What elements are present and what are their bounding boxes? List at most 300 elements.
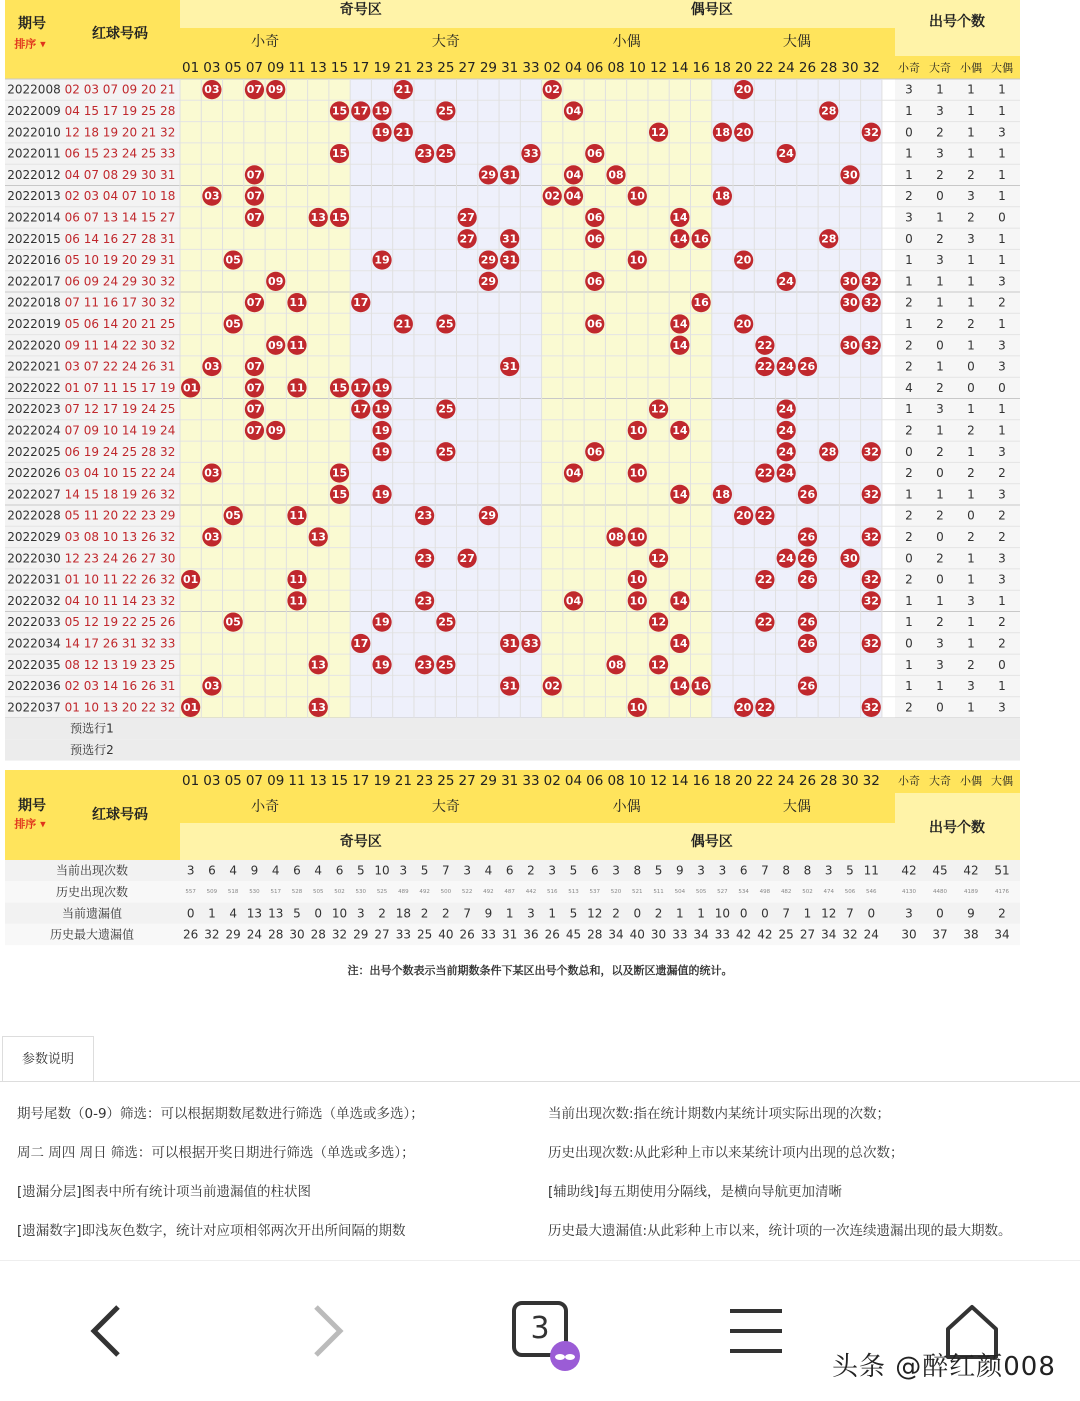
stats-label: 历史出现次数 bbox=[55, 884, 129, 899]
stats-value: 26 bbox=[459, 927, 475, 942]
stats-value: 42 bbox=[736, 927, 752, 942]
red-ball-number: 15 bbox=[331, 210, 348, 224]
red-ball-number: 01 bbox=[182, 381, 199, 395]
stats-value: 5 bbox=[420, 863, 429, 878]
count-value: 0 bbox=[905, 231, 913, 246]
column-number: 28 bbox=[820, 60, 838, 76]
column-number: 31 bbox=[501, 60, 519, 76]
column-number: 03 bbox=[203, 60, 221, 76]
red-ball-number: 24 bbox=[778, 551, 794, 565]
red-ball-number: 14 bbox=[672, 232, 688, 246]
stats-value: 28 bbox=[587, 927, 603, 942]
red-numbers: 12 18 19 20 21 32 bbox=[64, 125, 176, 140]
stats-value: 13 bbox=[268, 906, 284, 921]
red-numbers: 06 14 16 27 28 31 bbox=[64, 231, 176, 246]
issue-number: 2022032 bbox=[7, 593, 61, 608]
stats-value: 34 bbox=[693, 927, 709, 942]
red-ball-number: 13 bbox=[310, 658, 326, 672]
red-ball-number: 09 bbox=[268, 423, 284, 437]
stats-value: 2 bbox=[654, 906, 663, 921]
column-number: 12 bbox=[649, 60, 668, 76]
red-ball-number: 31 bbox=[502, 679, 518, 693]
count-value: 2 bbox=[936, 231, 944, 246]
red-ball-number: 32 bbox=[863, 487, 879, 501]
count-value: 3 bbox=[905, 82, 913, 97]
count-value: 3 bbox=[998, 274, 1006, 289]
count-value: 1 bbox=[967, 82, 975, 97]
red-ball-number: 19 bbox=[374, 381, 390, 395]
stats-value: 1 bbox=[505, 906, 514, 921]
count-value: 2 bbox=[905, 508, 913, 523]
issue-number: 2022017 bbox=[7, 274, 61, 289]
stats-value: 5 bbox=[569, 906, 578, 921]
red-numbers: 01 10 11 22 26 32 bbox=[64, 572, 176, 587]
count-value: 1 bbox=[998, 189, 1006, 204]
stats-value: 3 bbox=[718, 863, 727, 878]
stats-value: 498 bbox=[759, 888, 771, 895]
count-value: 3 bbox=[967, 231, 975, 246]
count-value: 3 bbox=[936, 636, 944, 651]
count-value: 2 bbox=[998, 295, 1006, 310]
column-number: 26 bbox=[798, 773, 817, 789]
count-value: 1 bbox=[998, 103, 1006, 118]
count-value: 1 bbox=[905, 593, 913, 608]
stats-value: 27 bbox=[799, 927, 816, 942]
red-numbers: 07 11 16 17 30 32 bbox=[64, 295, 176, 310]
column-number: 23 bbox=[416, 60, 434, 76]
stats-value: 1 bbox=[803, 906, 812, 921]
column-number: 02 bbox=[543, 60, 561, 76]
count-value: 0 bbox=[998, 210, 1006, 225]
stats-count-value: 4189 bbox=[964, 888, 978, 895]
count-value: 1 bbox=[936, 593, 944, 608]
red-numbers: 02 03 14 16 26 31 bbox=[64, 679, 176, 694]
stats-value: 40 bbox=[438, 927, 454, 942]
count-value: 1 bbox=[967, 103, 975, 118]
stats-value: 34 bbox=[821, 927, 837, 942]
count-value: 1 bbox=[967, 700, 975, 715]
column-number: 20 bbox=[735, 60, 753, 76]
count-value: 1 bbox=[967, 253, 975, 268]
count-value: 1 bbox=[905, 657, 913, 672]
stats-value: 534 bbox=[738, 888, 749, 895]
issue-header: 期号 bbox=[18, 798, 46, 814]
red-ball-number: 11 bbox=[289, 296, 305, 310]
stats-value: 487 bbox=[504, 888, 515, 895]
red-numbers: 05 12 19 22 25 26 bbox=[64, 615, 176, 630]
group-header-daou: 大偶 bbox=[782, 799, 811, 815]
stats-value: 3 bbox=[824, 863, 833, 878]
zone-header-even: 偶号区 bbox=[690, 834, 733, 850]
menu-button[interactable] bbox=[706, 1281, 806, 1381]
group-header-daqi: 大奇 bbox=[431, 34, 460, 50]
stats-count-value: 38 bbox=[963, 927, 979, 942]
stats-value: 26 bbox=[182, 927, 199, 942]
stats-value: 25 bbox=[416, 927, 433, 942]
count-value: 2 bbox=[936, 508, 944, 523]
red-ball-number: 13 bbox=[310, 210, 326, 224]
param-item: 历史出现次数:从此彩种上市以来某统计项内出现的总次数； bbox=[548, 1145, 904, 1161]
stats-value: 520 bbox=[610, 888, 622, 895]
red-ball-number: 19 bbox=[374, 487, 390, 501]
stats-value: 9 bbox=[250, 863, 259, 878]
count-value: 2 bbox=[998, 529, 1006, 544]
red-ball-number: 10 bbox=[629, 253, 645, 267]
count-value: 1 bbox=[905, 167, 913, 182]
count-value: 3 bbox=[967, 593, 975, 608]
red-ball-number: 04 bbox=[565, 104, 582, 118]
count-value: 3 bbox=[998, 572, 1006, 587]
count-value: 0 bbox=[936, 700, 944, 715]
stats-value: 8 bbox=[782, 863, 791, 878]
red-ball-number: 01 bbox=[182, 573, 199, 587]
count-value: 0 bbox=[936, 572, 944, 587]
stats-value: 6 bbox=[335, 863, 344, 878]
count-value: 2 bbox=[905, 700, 913, 715]
count-value: 2 bbox=[967, 210, 975, 225]
stats-value: 489 bbox=[398, 888, 409, 895]
issue-number: 2022013 bbox=[7, 189, 61, 204]
count-value: 1 bbox=[905, 679, 913, 694]
red-ball-number: 21 bbox=[395, 125, 411, 139]
red-ball-header: 红球号码 bbox=[92, 26, 148, 42]
count-value: 1 bbox=[936, 82, 944, 97]
count-value: 1 bbox=[967, 274, 975, 289]
count-value: 1 bbox=[905, 274, 913, 289]
column-number: 26 bbox=[798, 60, 817, 76]
stats-value: 7 bbox=[463, 906, 471, 921]
stats-value: 4 bbox=[484, 863, 493, 878]
count-value: 0 bbox=[967, 508, 975, 523]
stats-value: 525 bbox=[376, 888, 388, 895]
stats-label: 历史最大遗漏值 bbox=[49, 927, 135, 942]
red-numbers: 06 07 13 14 15 27 bbox=[64, 210, 176, 225]
stats-value: 546 bbox=[866, 888, 877, 895]
issue-number: 2022025 bbox=[7, 444, 61, 459]
issue-number: 2022011 bbox=[7, 146, 61, 161]
issue-number: 2022009 bbox=[7, 103, 61, 118]
red-ball-number: 30 bbox=[842, 338, 858, 352]
red-ball-number: 10 bbox=[629, 466, 645, 480]
red-ball-number: 26 bbox=[799, 551, 816, 565]
count-column-header: 大奇 bbox=[929, 61, 951, 75]
group-header-xiaoou: 小偶 bbox=[612, 34, 641, 50]
count-value: 2 bbox=[967, 423, 975, 438]
sort-button[interactable]: 排序 ▾ bbox=[14, 37, 46, 51]
stats-value: 4 bbox=[229, 863, 237, 878]
stats-value: 29 bbox=[225, 927, 241, 942]
red-ball-number: 02 bbox=[544, 83, 560, 97]
stats-value: 1 bbox=[208, 906, 216, 921]
stats-value: 7 bbox=[782, 906, 791, 921]
column-number: 11 bbox=[288, 773, 306, 789]
red-ball-number: 11 bbox=[289, 594, 305, 608]
count-value: 2 bbox=[967, 657, 975, 672]
group-header-xiaoou: 小偶 bbox=[612, 799, 641, 815]
back-button[interactable] bbox=[56, 1281, 156, 1381]
stats-value: 3 bbox=[186, 863, 195, 878]
stats-value: 557 bbox=[185, 888, 196, 895]
count-value: 1 bbox=[998, 146, 1006, 161]
red-ball-number: 22 bbox=[757, 509, 773, 523]
count-value: 0 bbox=[905, 125, 913, 140]
red-ball-number: 23 bbox=[416, 147, 433, 161]
red-ball-number: 10 bbox=[629, 700, 645, 714]
red-ball-number: 32 bbox=[863, 573, 879, 587]
param-item: [遗漏数字]即浅灰色数字，统计对应项相邻两次开出所间隔的期数 bbox=[17, 1223, 406, 1239]
group-header-daou: 大偶 bbox=[782, 34, 811, 50]
red-numbers: 05 11 20 22 23 29 bbox=[64, 508, 176, 523]
stats-value: 12 bbox=[821, 906, 837, 921]
count-column-header: 小偶 bbox=[960, 61, 982, 75]
stats-value: 27 bbox=[374, 927, 390, 942]
red-numbers: 05 10 19 20 29 31 bbox=[64, 253, 176, 268]
column-number: 23 bbox=[416, 773, 434, 789]
red-numbers: 12 23 24 26 27 30 bbox=[64, 551, 176, 566]
red-ball-number: 31 bbox=[502, 360, 518, 374]
red-ball-number: 19 bbox=[374, 402, 390, 416]
issue-number: 2022018 bbox=[7, 295, 61, 310]
stats-value: 516 bbox=[546, 888, 558, 895]
stats-value: 1 bbox=[548, 906, 557, 921]
column-number: 02 bbox=[543, 773, 561, 789]
stats-value: 0 bbox=[739, 906, 748, 921]
stats-value: 530 bbox=[249, 888, 260, 895]
column-number: 19 bbox=[373, 60, 391, 76]
stats-value: 30 bbox=[289, 927, 305, 942]
stats-value: 6 bbox=[208, 863, 216, 878]
count-value: 1 bbox=[905, 253, 913, 268]
issue-number: 2022015 bbox=[7, 231, 61, 246]
red-ball-number: 14 bbox=[672, 317, 688, 331]
column-number: 05 bbox=[224, 773, 242, 789]
red-ball-number: 22 bbox=[757, 360, 773, 374]
red-ball-number: 23 bbox=[416, 594, 433, 608]
red-ball-number: 06 bbox=[587, 210, 603, 224]
column-number: 13 bbox=[309, 60, 327, 76]
red-ball-number: 26 bbox=[799, 360, 816, 374]
red-ball-number: 31 bbox=[502, 253, 518, 267]
red-ball-number: 21 bbox=[395, 83, 411, 97]
stats-value: 10 bbox=[714, 906, 731, 921]
stats-value: 7 bbox=[761, 863, 769, 878]
stats-value: 18 bbox=[395, 906, 411, 921]
count-value: 3 bbox=[936, 253, 944, 268]
stats-value: 5 bbox=[846, 863, 854, 878]
count-column-header: 小偶 bbox=[960, 774, 982, 788]
forward-button[interactable] bbox=[278, 1281, 378, 1381]
count-value: 1 bbox=[967, 125, 975, 140]
column-number: 14 bbox=[671, 773, 689, 789]
stats-value: 4 bbox=[314, 863, 323, 878]
issue-number: 2022036 bbox=[7, 679, 61, 694]
group-header-xiaoqi: 小奇 bbox=[251, 799, 280, 815]
red-ball-number: 08 bbox=[608, 168, 624, 182]
count-value: 1 bbox=[998, 82, 1006, 97]
issue-number: 2022010 bbox=[7, 125, 61, 140]
red-ball-number: 28 bbox=[821, 445, 837, 459]
red-numbers: 14 15 18 19 26 32 bbox=[64, 487, 176, 502]
red-ball-number: 24 bbox=[778, 360, 794, 374]
tabs-button[interactable]: 3 bbox=[512, 1301, 568, 1357]
column-number: 11 bbox=[288, 60, 306, 76]
stats-value: 2 bbox=[420, 906, 429, 921]
count-value: 1 bbox=[967, 551, 975, 566]
column-number: 17 bbox=[352, 60, 370, 76]
count-value: 1 bbox=[998, 253, 1006, 268]
count-value: 2 bbox=[967, 167, 975, 182]
stats-value: 2 bbox=[527, 863, 535, 878]
column-number: 10 bbox=[628, 60, 646, 76]
stats-value: 0 bbox=[867, 906, 876, 921]
stats-value: 36 bbox=[523, 927, 539, 942]
stats-value: 9 bbox=[484, 906, 493, 921]
stats-value: 24 bbox=[246, 927, 263, 942]
stats-value: 3 bbox=[697, 863, 705, 878]
count-value: 0 bbox=[967, 359, 975, 374]
red-ball-number: 32 bbox=[863, 338, 879, 352]
column-number: 18 bbox=[713, 60, 731, 76]
stats-value: 5 bbox=[293, 906, 301, 921]
red-ball-number: 07 bbox=[246, 210, 263, 224]
stats-count-value: 51 bbox=[994, 863, 1010, 878]
red-ball-number: 19 bbox=[374, 658, 390, 672]
red-numbers: 05 06 14 20 21 25 bbox=[64, 316, 176, 331]
red-ball-number: 16 bbox=[693, 679, 709, 693]
issue-number: 2022027 bbox=[7, 487, 61, 502]
red-ball-number: 07 bbox=[246, 168, 263, 182]
column-number: 25 bbox=[437, 60, 455, 76]
red-numbers: 04 10 11 14 23 32 bbox=[64, 593, 176, 608]
stats-value: 0 bbox=[314, 906, 323, 921]
issue-number: 2022034 bbox=[7, 636, 61, 651]
column-number: 03 bbox=[203, 773, 221, 789]
preselect-row bbox=[5, 739, 1020, 760]
stats-value: 42 bbox=[757, 927, 773, 942]
column-number: 24 bbox=[777, 60, 795, 76]
red-ball-number: 16 bbox=[693, 296, 709, 310]
count-value: 2 bbox=[998, 466, 1006, 481]
stats-value: 530 bbox=[355, 888, 367, 895]
tab-params[interactable]: 参数说明 bbox=[2, 1036, 94, 1082]
count-value: 1 bbox=[998, 423, 1006, 438]
stats-value: 492 bbox=[483, 888, 494, 895]
column-number: 27 bbox=[458, 773, 476, 789]
count-value: 2 bbox=[936, 167, 944, 182]
stats-value: 12 bbox=[587, 906, 603, 921]
red-ball-number: 22 bbox=[757, 338, 773, 352]
issue-number: 2022028 bbox=[7, 508, 61, 523]
stats-value: 13 bbox=[246, 906, 263, 921]
stats-value: 5 bbox=[356, 863, 365, 878]
count-column-header: 小奇 bbox=[898, 774, 920, 788]
red-ball-number: 15 bbox=[331, 466, 348, 480]
stats-value: 505 bbox=[695, 888, 707, 895]
stats-count-value: 3 bbox=[905, 906, 913, 921]
red-ball-number: 28 bbox=[821, 104, 837, 118]
red-ball-number: 12 bbox=[650, 658, 667, 672]
red-ball-number: 24 bbox=[778, 423, 794, 437]
column-number: 09 bbox=[267, 60, 285, 76]
stats-value: 28 bbox=[268, 927, 284, 942]
count-column-header: 大偶 bbox=[991, 774, 1013, 788]
count-value: 1 bbox=[967, 295, 975, 310]
stats-value: 522 bbox=[461, 888, 473, 895]
stats-value: 502 bbox=[334, 888, 345, 895]
red-ball-number: 24 bbox=[778, 466, 794, 480]
count-header: 出号个数 bbox=[929, 14, 985, 30]
count-value: 0 bbox=[936, 189, 944, 204]
red-ball-number: 14 bbox=[672, 487, 688, 501]
issue-number: 2022031 bbox=[7, 572, 61, 587]
red-ball-number: 07 bbox=[246, 83, 263, 97]
count-value: 0 bbox=[936, 338, 944, 353]
red-ball-number: 32 bbox=[863, 636, 879, 650]
stats-count-value: 42 bbox=[963, 863, 979, 878]
stats-count-value: 0 bbox=[936, 906, 944, 921]
count-value: 1 bbox=[967, 572, 975, 587]
issue-header: 期号 bbox=[18, 16, 46, 32]
red-ball-number: 09 bbox=[268, 83, 284, 97]
red-ball-number: 07 bbox=[246, 360, 263, 374]
column-number: 28 bbox=[820, 773, 838, 789]
stats-value: 10 bbox=[374, 863, 390, 878]
param-item: 期号尾数（0-9）筛选：可以根据期数尾数进行筛选（单选或多选）； bbox=[17, 1106, 424, 1122]
stats-value: 528 bbox=[291, 888, 303, 895]
red-ball-number: 03 bbox=[204, 189, 220, 203]
red-ball-number: 06 bbox=[587, 274, 603, 288]
stats-count-value: 42 bbox=[901, 863, 917, 878]
footnote: 注：出号个数表示当前期数条件下某区出号个数总和，以及断区遗漏值的统计。 bbox=[347, 964, 733, 977]
red-ball-number: 20 bbox=[735, 83, 752, 97]
zone-header-odd: 奇号区 bbox=[339, 2, 382, 18]
count-value: 3 bbox=[998, 487, 1006, 502]
stats-value: 40 bbox=[629, 927, 645, 942]
stats-value: 1 bbox=[676, 906, 684, 921]
count-value: 0 bbox=[936, 466, 944, 481]
count-value: 1 bbox=[967, 444, 975, 459]
count-value: 2 bbox=[905, 338, 913, 353]
column-number: 16 bbox=[692, 60, 710, 76]
issue-number: 2022014 bbox=[7, 210, 61, 225]
red-ball-number: 05 bbox=[225, 253, 241, 267]
red-ball-number: 20 bbox=[735, 509, 752, 523]
red-ball-number: 13 bbox=[310, 530, 326, 544]
red-ball-number: 12 bbox=[650, 402, 667, 416]
red-ball-number: 18 bbox=[714, 487, 731, 501]
red-numbers: 08 12 13 19 23 25 bbox=[64, 657, 176, 672]
red-ball-number: 32 bbox=[863, 700, 879, 714]
stats-value: 32 bbox=[842, 927, 858, 942]
stats-value: 0 bbox=[761, 906, 769, 921]
red-ball-number: 30 bbox=[842, 551, 858, 565]
red-numbers: 06 15 23 24 25 33 bbox=[64, 146, 176, 161]
stats-value: 1 bbox=[697, 906, 705, 921]
red-ball-number: 31 bbox=[502, 168, 518, 182]
sort-button[interactable]: 排序 ▾ bbox=[14, 817, 46, 831]
stats-value: 6 bbox=[590, 863, 599, 878]
red-ball-number: 26 bbox=[799, 530, 816, 544]
stats-value: 3 bbox=[463, 863, 471, 878]
preselect-row bbox=[5, 718, 1020, 739]
stats-value: 33 bbox=[714, 927, 731, 942]
red-ball-number: 30 bbox=[842, 296, 858, 310]
count-value: 1 bbox=[998, 231, 1006, 246]
count-value: 2 bbox=[905, 423, 913, 438]
red-ball-number: 32 bbox=[863, 594, 879, 608]
count-value: 1 bbox=[936, 274, 944, 289]
column-number: 31 bbox=[501, 773, 519, 789]
